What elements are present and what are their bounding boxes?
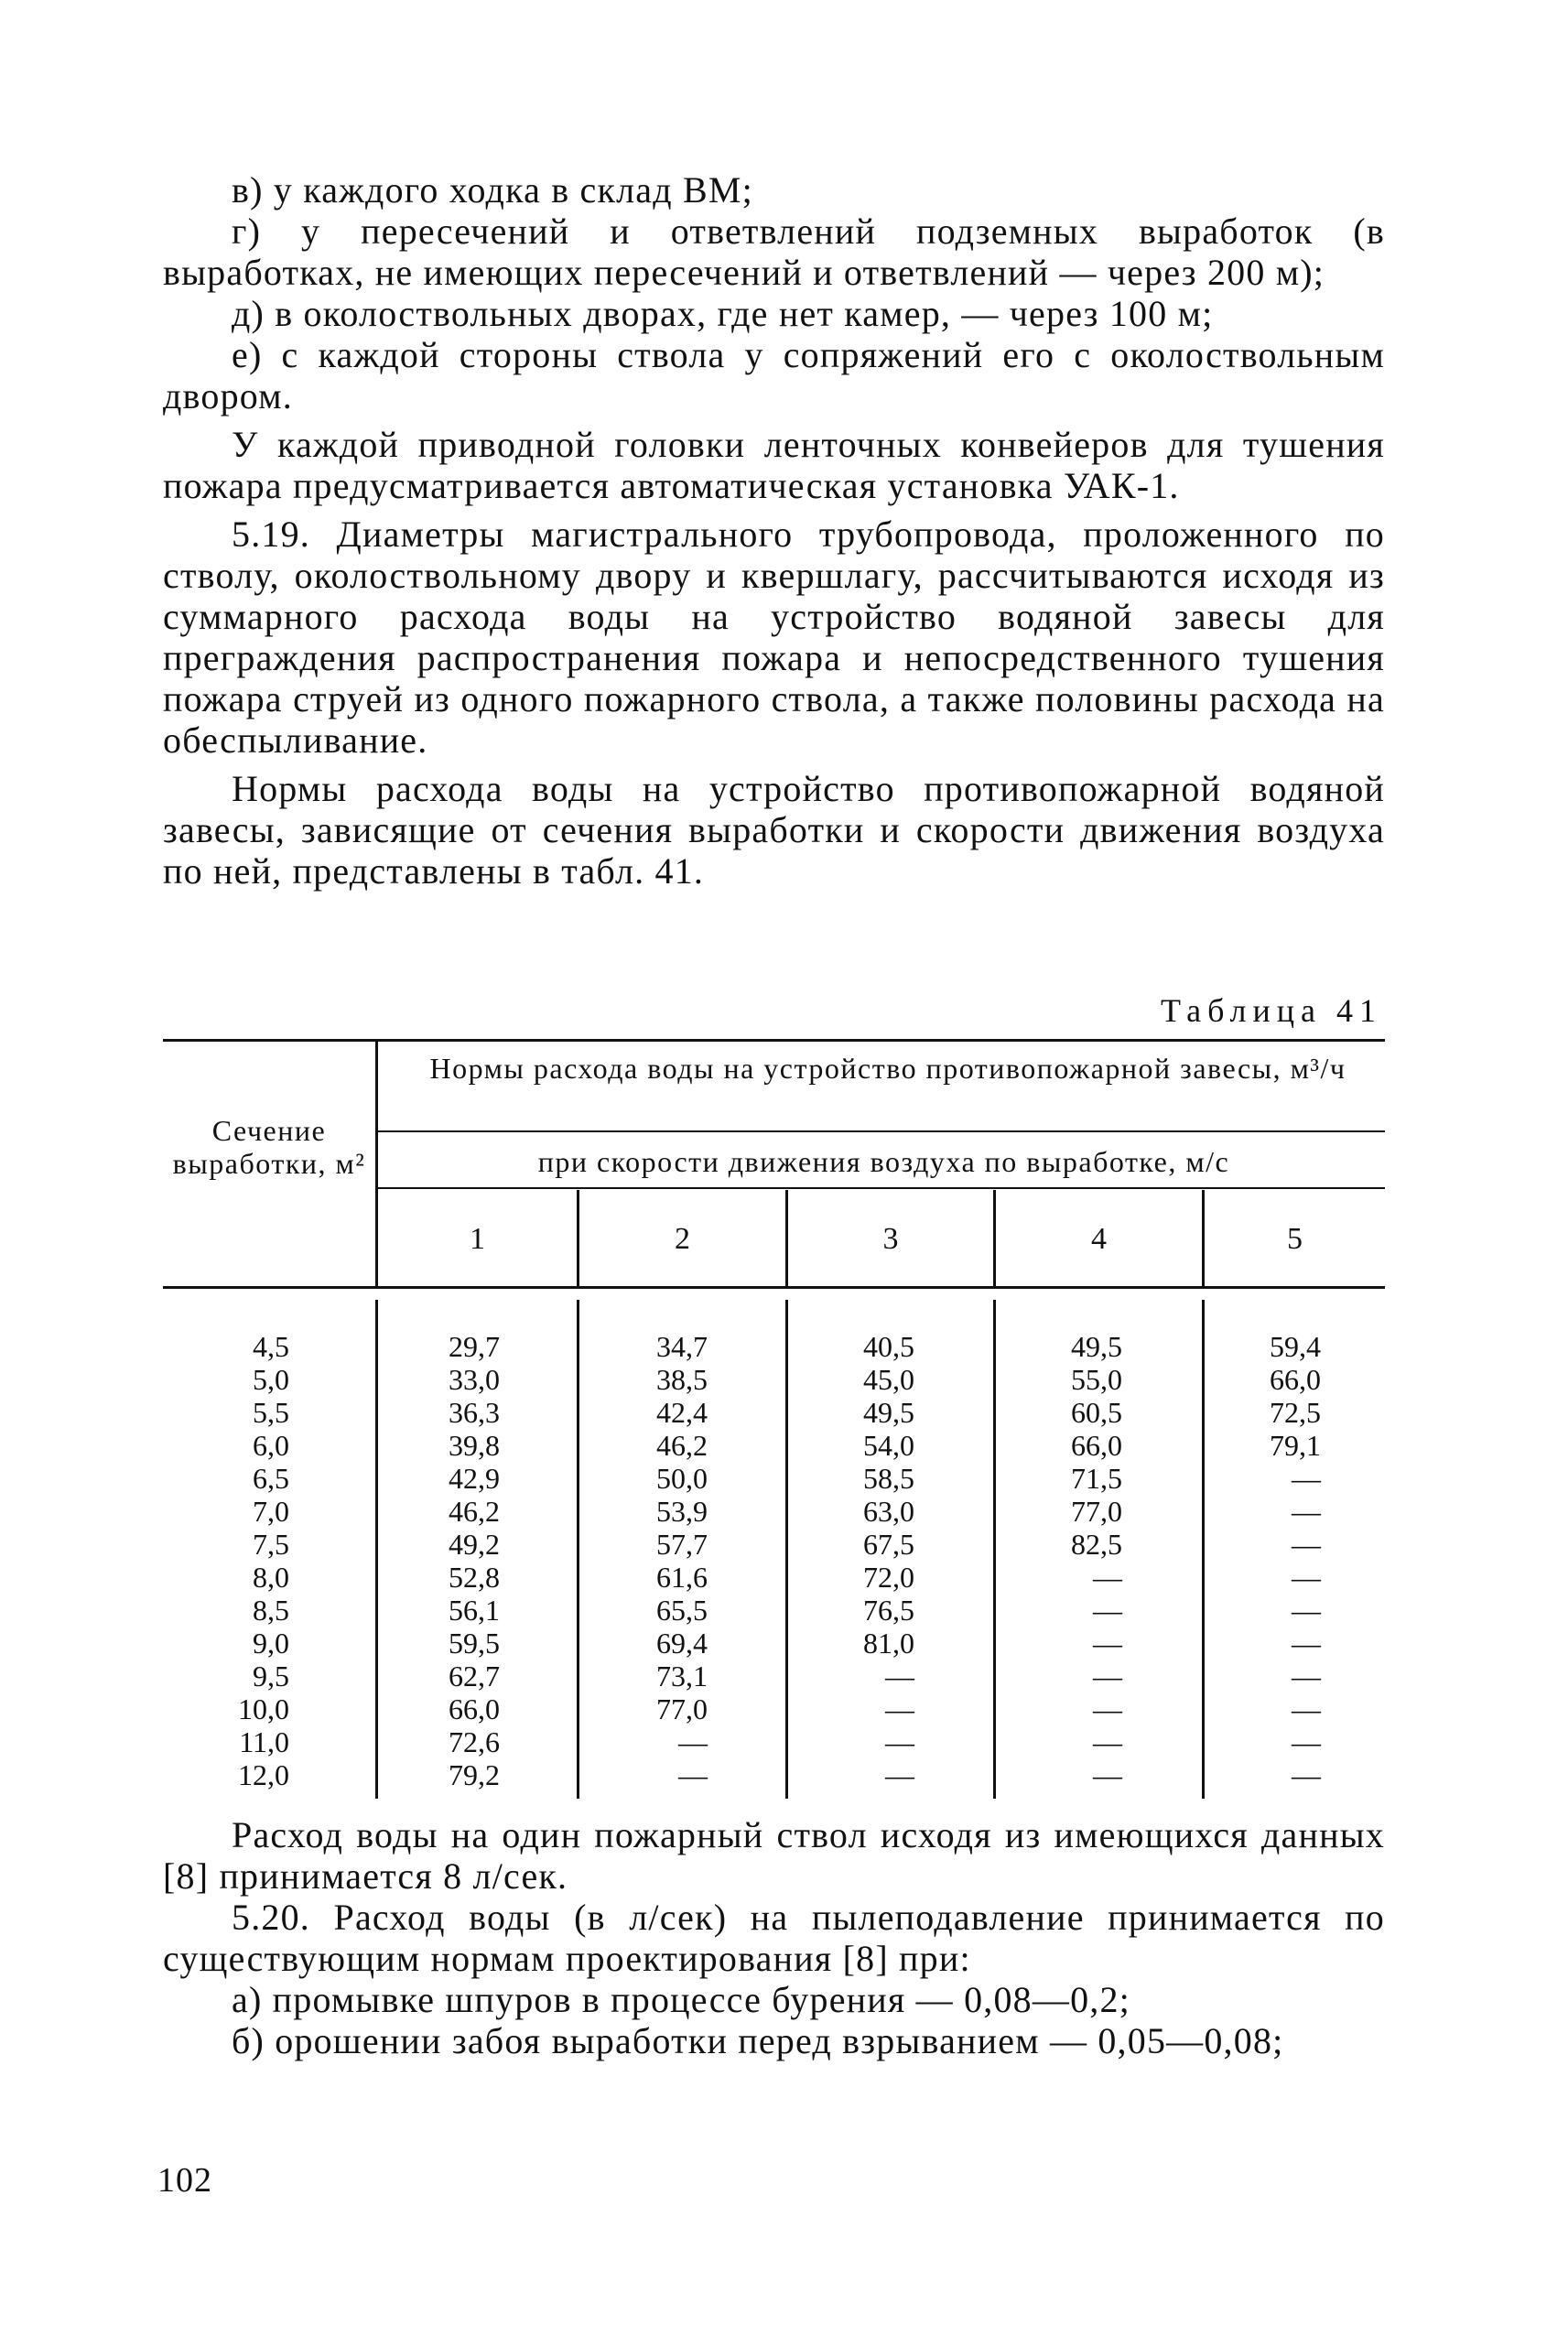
table-cell: 9,5 (253, 1660, 289, 1692)
table-cell: — (1292, 1594, 1321, 1627)
table-cell: — (1093, 1660, 1122, 1692)
paragraph: е) с каждой стороны ствола у сопряжений его с околоствольным двором. (163, 334, 1385, 416)
table-cell: — (1292, 1692, 1321, 1725)
section-column (163, 1330, 289, 1791)
table-cell: — (678, 1725, 708, 1758)
table-cell: 56,1 (449, 1594, 500, 1627)
table-cell: 5,5 (253, 1396, 289, 1429)
table-cell: 7,0 (253, 1495, 289, 1528)
table-cell: 76,5 (863, 1594, 914, 1627)
table-cell: 62,7 (449, 1660, 500, 1692)
table-cell: 36,3 (449, 1396, 500, 1429)
table-top-rule (163, 1039, 1385, 1042)
table-cell: — (1292, 1561, 1321, 1594)
table-cell: 8,5 (253, 1594, 289, 1627)
speed-3-column (788, 1330, 914, 1791)
paragraph: г) у пересечений и ответвлений подземных выработок (в выработках, не имеющих пересечений и ответвлений — через 200 м); (163, 211, 1385, 293)
table-cell: 54,0 (863, 1429, 914, 1462)
speed-4-header: 4 (1091, 1222, 1107, 1256)
table-cell: 6,5 (253, 1462, 289, 1495)
section-header: Сечение выработки, м² (172, 1114, 366, 1180)
table-cell: 79,2 (449, 1758, 500, 1791)
table-cell: 72,5 (1270, 1396, 1321, 1429)
table-cell: 59,5 (449, 1627, 500, 1660)
table-cell: — (1292, 1758, 1321, 1791)
table-cell: 71,5 (1071, 1462, 1122, 1495)
table-cell: 40,5 (863, 1330, 914, 1363)
paragraph: У каждой приводной головки ленточных конвейеров для тушения пожара предусматривается автоматическая установка УАК-1. (163, 424, 1385, 506)
paragraph: д) в околоствольных дворах, где нет камер, — через 100 м; (232, 293, 1214, 334)
table-cell: 61,6 (656, 1561, 708, 1594)
table-cell: — (1292, 1528, 1321, 1561)
table-cell: 10,0 (238, 1692, 289, 1725)
table-cell: — (1093, 1627, 1122, 1660)
table-cell: 49,5 (863, 1396, 914, 1429)
speed-1-header: 1 (470, 1222, 485, 1256)
table-cell: 66,0 (1270, 1363, 1321, 1396)
table-cell: 45,0 (863, 1363, 914, 1396)
header-rule (378, 1187, 1385, 1189)
header-rule (378, 1130, 1385, 1132)
table-cell: 60,5 (1071, 1396, 1122, 1429)
paragraph: в) у каждого ходка в склад ВМ; (232, 169, 753, 211)
table-cell: 49,2 (449, 1528, 500, 1561)
table-cell: 82,5 (1071, 1528, 1122, 1561)
top-text-block (163, 169, 1385, 892)
table-cell: — (885, 1758, 914, 1791)
table-cell: 49,5 (1071, 1330, 1122, 1363)
table-cell: 38,5 (656, 1363, 708, 1396)
speed-4-column (996, 1330, 1122, 1791)
speed-3-header: 3 (882, 1222, 899, 1256)
table-cell: 55,0 (1071, 1363, 1122, 1396)
table-cell: 7,5 (253, 1528, 289, 1561)
table-cell: — (1093, 1594, 1122, 1627)
table-cell: 39,8 (449, 1429, 500, 1462)
table-header-bottom-rule (163, 1286, 1385, 1289)
table-cell: 5,0 (253, 1363, 289, 1396)
speed-2-header: 2 (675, 1222, 690, 1256)
table-cell: 33,0 (449, 1363, 500, 1396)
paragraph: Нормы расхода воды на устройство противопожарной водяной завесы, зависящие от сечения выработки и скорости движения воздуха по ней, представлены в табл. 41. (163, 768, 1385, 892)
table-cell: 77,0 (1071, 1495, 1122, 1528)
table-cell: 73,1 (656, 1660, 708, 1692)
table-cell: — (1093, 1725, 1122, 1758)
table-cell: — (885, 1660, 914, 1692)
paragraph: а) промывке шпуров в процессе бурения — 0,08—0,2; (232, 1979, 1130, 2020)
table-cell: — (1292, 1627, 1321, 1660)
table-cell: — (1292, 1495, 1321, 1528)
page-number: 102 (157, 2161, 212, 2200)
table-cell: — (1292, 1725, 1321, 1758)
data-table (163, 1039, 1385, 1803)
table-cell: 65,5 (656, 1594, 708, 1627)
speed-2-column (579, 1330, 708, 1791)
table-cell: — (1292, 1462, 1321, 1495)
speed-subheader: при скорости движения воздуха по выработке, м/с (537, 1145, 1230, 1178)
paragraph: 5.19. Диаметры магистрального трубопровода, проложенного по стволу, околоствольному двору и квершлагу, рассчитываются исходя из суммарного расхода воды на устройство водяной завесы для преграждения распространения пожара и непосредственного тушения пожара струей из одного пожарного ствола, а также половины расхода на обеспыливание. (163, 514, 1385, 761)
table-cell: 66,0 (1071, 1429, 1122, 1462)
table-cell: 42,9 (449, 1462, 500, 1495)
table-cell: — (1292, 1660, 1321, 1692)
table-cell: 81,0 (863, 1627, 914, 1660)
bottom-text-block (163, 1814, 1385, 2061)
table-cell: 72,6 (449, 1725, 500, 1758)
table-cell: 69,4 (656, 1627, 708, 1660)
table-cell: 29,7 (449, 1330, 500, 1363)
table-cell: 50,0 (656, 1462, 708, 1495)
group-header: Нормы расхода воды на устройство противопожарной завесы, м³/ч (429, 1052, 1346, 1085)
table-cell: — (885, 1725, 914, 1758)
table-cell: — (885, 1692, 914, 1725)
table-cell: 63,0 (863, 1495, 914, 1528)
table-cell: — (1093, 1692, 1122, 1725)
table-cell: 67,5 (863, 1528, 914, 1561)
table-cell: 4,5 (253, 1330, 289, 1363)
table-cell: 34,7 (656, 1330, 708, 1363)
speed-5-column (1205, 1330, 1321, 1791)
table-cell: 79,1 (1270, 1429, 1321, 1462)
table-cell: 46,2 (656, 1429, 708, 1462)
table-cell: 46,2 (449, 1495, 500, 1528)
speed-1-column (378, 1330, 500, 1791)
table-cell: 66,0 (449, 1692, 500, 1725)
table-cell: 52,8 (449, 1561, 500, 1594)
table-cell: 11,0 (239, 1725, 289, 1758)
table-cell: 8,0 (253, 1561, 289, 1594)
table-cell: 12,0 (238, 1758, 289, 1791)
table-cell: 57,7 (656, 1528, 708, 1561)
table-cell: 59,4 (1270, 1330, 1321, 1363)
speed-5-header: 5 (1287, 1222, 1303, 1256)
table-cell: 77,0 (656, 1692, 708, 1725)
table-cell: — (1093, 1561, 1122, 1594)
paragraph: 5.20. Расход воды (в л/сек) на пылеподавление принимается по существующим нормам проектирования [8] при: (163, 1897, 1385, 1979)
table-cell: 53,9 (656, 1495, 708, 1528)
table-cell: 42,4 (656, 1396, 708, 1429)
table-cell: 58,5 (863, 1462, 914, 1495)
paragraph: Расход воды на один пожарный ствол исходя из имеющихся данных [8] принимается 8 л/сек. (163, 1814, 1385, 1897)
paragraph: б) орошении забоя выработки перед взрыванием — 0,05—0,08; (232, 2020, 1284, 2061)
table-cell: 9,0 (253, 1627, 289, 1660)
table-cell: 72,0 (863, 1561, 914, 1594)
table-cell: — (678, 1758, 708, 1791)
table-cell: 6,0 (253, 1429, 289, 1462)
table-caption: Таблица 41 (1161, 992, 1382, 1029)
table-cell: — (1093, 1758, 1122, 1791)
